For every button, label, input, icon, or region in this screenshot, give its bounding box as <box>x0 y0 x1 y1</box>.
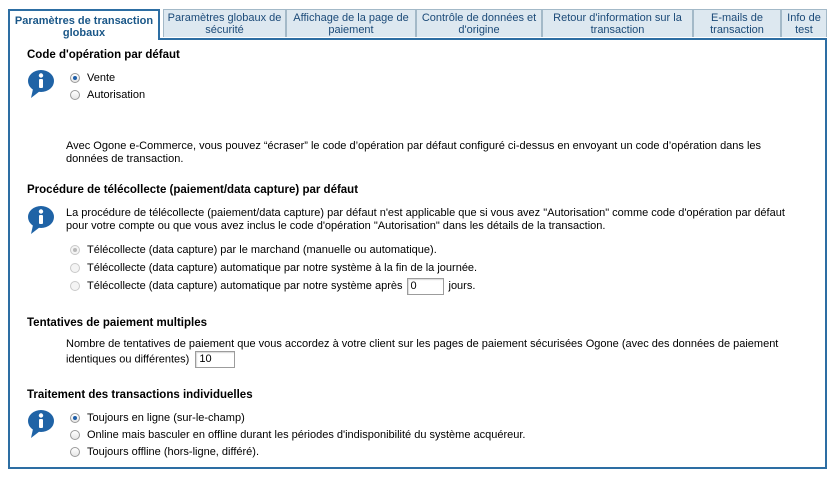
multiple-attempts-text: Nombre de tentatives de paiement que vous accordez à votre client sur les pages de paiement sécurisées Ogone (avec des données de paiement identiques ou différentes) <box>66 338 779 366</box>
radio-option-sale[interactable] <box>70 70 115 86</box>
section-title-data-capture: Procédure de télécollecte (paiement/data capture) par défaut <box>27 184 359 196</box>
radio-label: Online mais basculer en offline durant les périodes d'indisponibilité du système acquéreur. <box>87 429 526 441</box>
tab-transaction-emails[interactable] <box>693 9 781 37</box>
data-capture-description: La procédure de télécollecte (paiement/data capture) par défaut n'est applicable que si vous avez "Autorisation" comme code d'opération par défaut pour votre compte ou que vous avez inclus le code d'opération "Autorisation" dans les détails de la transaction. <box>66 207 785 232</box>
settings-panel <box>8 38 827 469</box>
radio-option-always-offline[interactable] <box>70 444 259 460</box>
tab-label: Paramètres globaux de sécurité <box>167 12 282 36</box>
tab-label: E-mails de transaction <box>710 12 764 36</box>
tab-label: Info de test <box>787 12 821 36</box>
section-title-multiple-attempts: Tentatives de paiement multiples <box>27 317 208 329</box>
radio-option-capture-by-merchant[interactable] <box>70 242 437 258</box>
info-icon <box>27 69 55 99</box>
radio-label: Toujours offline (hors-ligne, différé). <box>87 446 260 458</box>
capture-days-suffix: jours. <box>448 280 476 292</box>
tab-label: Retour d'information sur la transaction <box>553 12 682 36</box>
tab-transaction-feedback[interactable] <box>542 9 693 37</box>
radio-label: Télécollecte (data capture) automatique par notre système à la fin de la journée. <box>87 262 478 274</box>
section-title-default-operation: Code d'opération par défaut <box>27 49 180 61</box>
radio-label: Autorisation <box>87 89 146 101</box>
radio-option-capture-end-of-day[interactable] <box>70 260 477 276</box>
radio-button[interactable] <box>70 281 80 291</box>
radio-button[interactable] <box>70 245 80 255</box>
tab-bar <box>8 9 827 39</box>
radio-option-online-fallback-offline[interactable] <box>70 427 526 443</box>
radio-label: Toujours en ligne (sur-le-champ) <box>87 412 245 424</box>
radio-option-always-online[interactable] <box>70 410 245 426</box>
default-operation-note: Avec Ogone e-Commerce, vous pouvez “écraser” le code d’opération par défaut configuré ci-dessus en envoyant un code d’opération dans les données de transaction. <box>66 140 762 165</box>
tab-label: Contrôle de données et d'origine <box>421 12 537 36</box>
tab-payment-page-layout[interactable] <box>286 9 416 37</box>
multiple-attempts-description <box>66 338 806 368</box>
tab-test-info[interactable] <box>781 9 827 37</box>
tab-global-security-parameters[interactable] <box>163 9 286 37</box>
info-icon <box>27 205 55 235</box>
tab-label: Paramètres de transaction globaux <box>14 15 154 39</box>
radio-option-authorisation[interactable] <box>70 87 145 103</box>
radio-button[interactable] <box>70 430 80 440</box>
payment-attempts-input[interactable]: 10 <box>195 351 235 368</box>
tab-global-transaction-parameters[interactable] <box>8 9 160 40</box>
radio-button[interactable] <box>70 73 80 83</box>
capture-days-input[interactable]: 0 <box>407 278 444 295</box>
radio-button[interactable] <box>70 90 80 100</box>
radio-option-capture-after-days[interactable] <box>70 278 475 294</box>
radio-label: Télécollecte (data capture) par le marchand (manuelle ou automatique). <box>87 244 437 256</box>
radio-button[interactable] <box>70 413 80 423</box>
radio-button[interactable] <box>70 447 80 457</box>
section-title-individual-processing: Traitement des transactions individuelles <box>27 389 253 401</box>
tab-label: Affichage de la page de paiement <box>293 12 409 36</box>
radio-label: Vente <box>87 72 116 84</box>
tab-data-origin-verification[interactable] <box>416 9 542 37</box>
info-icon <box>27 409 55 439</box>
radio-button[interactable] <box>70 263 80 273</box>
radio-label: Télécollecte (data capture) automatique par notre système après <box>87 280 403 292</box>
